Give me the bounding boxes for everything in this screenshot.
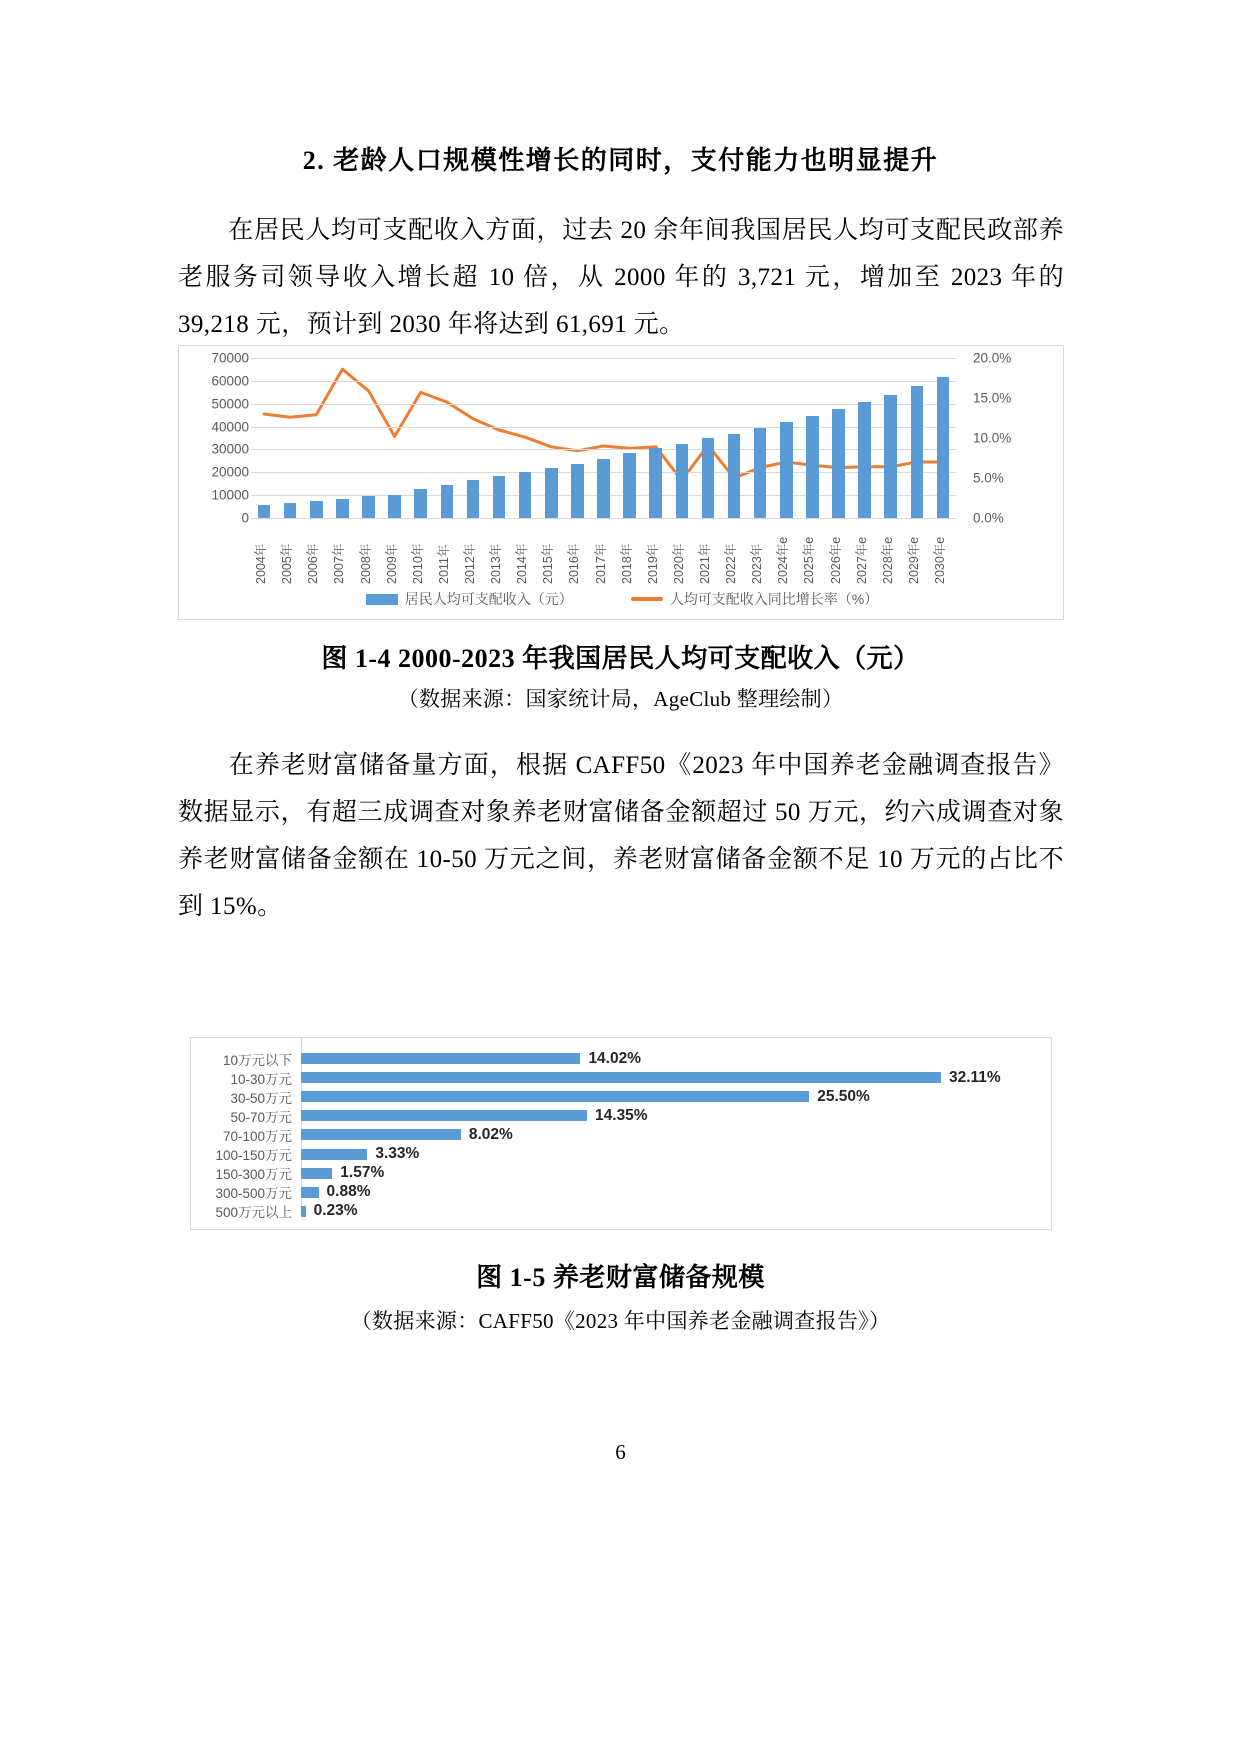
chart2-value-label: 3.33% [375, 1145, 420, 1163]
chart1-x-tick: 2017年 [593, 543, 608, 584]
chart1-x-tick: 2018年 [619, 543, 634, 584]
chart1-gridline [251, 358, 956, 359]
chart1-bar [911, 386, 924, 518]
chart2-row [191, 1164, 1053, 1183]
chart1-bar [467, 480, 480, 518]
chart1-bar [571, 464, 584, 518]
chart1-plot-area [251, 358, 956, 518]
chart1-x-tick: 2024年e [776, 536, 791, 584]
chart1-gridline [251, 404, 956, 405]
line-swatch-icon [631, 597, 663, 601]
chart1-bar [754, 428, 767, 518]
chart2-bar-wrap [301, 1049, 1053, 1068]
chart1-bar [597, 459, 610, 518]
section-heading: 2. 老龄人口规模性增长的同时，支付能力也明显提升 [302, 146, 939, 175]
chart1-legend-label-growth: 人均可支配收入同比增长率（%） [669, 591, 879, 607]
chart1-y-tick-left: 10000 [211, 487, 249, 503]
chart2-row [191, 1087, 1053, 1106]
chart1-bar [676, 444, 689, 518]
chart1-gridline [251, 381, 956, 382]
chart1-bar [702, 438, 715, 518]
chart2-bar-wrap [301, 1106, 1053, 1125]
chart1-bar [362, 496, 375, 518]
chart1-bar [493, 476, 506, 518]
chart2-row [191, 1125, 1053, 1144]
figure-1-4-source: （数据来源：国家统计局，AgeClub 整理绘制） [397, 687, 844, 711]
chart2-value-label: 25.50% [817, 1087, 870, 1105]
chart1-x-tick: 2008年 [358, 543, 373, 584]
chart1-y-tick-right: 20.0% [973, 350, 1012, 366]
chart1-x-tick: 2011年 [436, 544, 451, 584]
chart1-legend-item-income [366, 589, 573, 609]
chart1-gridline [251, 449, 956, 450]
chart1-x-tick: 2007年 [332, 543, 347, 584]
chart2-category-label: 150-300万元 [215, 1167, 292, 1183]
chart2-bar [301, 1149, 367, 1160]
chart1-y-tick-left: 50000 [211, 396, 249, 412]
chart1-y-tick-left: 70000 [211, 350, 249, 366]
chart2-bar [301, 1053, 580, 1064]
chart2-bar-wrap [301, 1164, 1053, 1183]
chart1-x-tick: 2009年 [384, 543, 399, 584]
chart1-x-axis [251, 522, 956, 584]
chart2-category-label: 30-50万元 [230, 1090, 292, 1106]
chart1-bar [858, 402, 871, 518]
chart1-bar [728, 434, 741, 518]
chart2-value-label: 32.11% [949, 1068, 1001, 1086]
figure-1-4-chart [178, 345, 1064, 620]
chart2-bar [301, 1072, 941, 1083]
chart1-x-tick: 2013年 [489, 543, 504, 584]
chart1-bar [519, 472, 532, 518]
chart2-bar [301, 1187, 319, 1198]
chart2-category-label: 100-150万元 [215, 1148, 292, 1164]
chart2-value-label: 0.88% [326, 1183, 371, 1201]
chart1-x-tick: 2004年 [254, 543, 269, 584]
chart1-bar [441, 485, 454, 518]
chart1-x-tick: 2019年 [645, 543, 660, 584]
chart1-bar [649, 448, 662, 518]
chart1-bar [258, 505, 271, 518]
paragraph-income-text: 在居民人均可支配收入方面，过去 20 余年间我国居民人均可支配民政部养老服务司领导收入增长超 10 倍，从 2000 年的 3,721 元，增加至 2023 年的 39,218 元，预计到 2030 年将达到 61,691 元。 [178, 217, 1064, 338]
chart2-value-label: 1.57% [340, 1164, 385, 1182]
chart2-category-label: 70-100万元 [222, 1129, 292, 1144]
chart1-bar [832, 409, 845, 518]
chart2-bar-wrap [301, 1145, 1053, 1164]
chart2-bar [301, 1110, 587, 1121]
chart2-value-label: 14.35% [595, 1106, 648, 1124]
chart1-x-tick: 2015年 [541, 543, 556, 584]
chart1-x-tick: 2020年 [671, 543, 686, 584]
chart1-x-tick: 2021年 [697, 543, 712, 584]
chart1-bar [780, 422, 793, 518]
chart1-y-tick-right: 15.0% [973, 390, 1012, 406]
chart1-y-axis-right [959, 350, 1049, 526]
chart2-category-label: 10万元以下 [222, 1052, 292, 1068]
chart1-legend [179, 589, 1065, 609]
chart2-bar-wrap [301, 1125, 1053, 1144]
chart2-category-label: 50-70万元 [230, 1109, 292, 1125]
chart2-value-label: 14.02% [588, 1049, 642, 1067]
chart1-bar [388, 495, 401, 518]
chart1-x-tick: 2023年 [750, 543, 765, 584]
chart1-x-tick: 2012年 [462, 543, 477, 584]
chart1-y-tick-right: 0.0% [973, 510, 1004, 526]
chart1-x-tick: 2005年 [280, 543, 295, 584]
chart2-row [191, 1106, 1053, 1125]
chart1-gridline [251, 427, 956, 428]
chart1-y-tick-left: 40000 [211, 419, 249, 435]
chart1-bar [414, 489, 427, 518]
chart2-row [191, 1145, 1053, 1164]
chart1-x-tick: 2010年 [410, 543, 425, 584]
chart2-bar-wrap [301, 1183, 1053, 1202]
chart1-y-tick-right: 5.0% [973, 470, 1004, 486]
bar-swatch-icon [366, 594, 398, 605]
chart2-row [191, 1183, 1053, 1202]
chart1-y-tick-left: 0 [241, 510, 249, 526]
chart2-bar [301, 1129, 461, 1140]
chart1-x-tick: 2030年e [932, 536, 947, 584]
chart2-row [191, 1049, 1053, 1068]
chart1-x-tick: 2022年 [724, 543, 739, 584]
chart1-legend-item-growth [631, 589, 878, 609]
chart1-bar [310, 501, 323, 518]
chart2-rows [191, 1049, 1053, 1221]
chart1-x-tick: 2006年 [306, 543, 321, 584]
chart1-x-tick: 2025年e [802, 536, 817, 584]
figure-1-5-title: 图 1-5 养老财富储备规模 [476, 1263, 765, 1292]
chart1-x-tick: 2016年 [567, 543, 582, 584]
chart1-y-axis-left [179, 350, 249, 526]
chart1-bar [284, 503, 297, 518]
chart1-x-tick: 2014年 [515, 543, 530, 584]
chart2-category-label: 500万元以上 [215, 1205, 292, 1221]
chart2-category-label: 300-500万元 [215, 1186, 292, 1202]
chart1-x-tick: 2027年e [854, 536, 869, 584]
chart1-x-tick: 2028年e [880, 536, 895, 584]
chart1-bar [884, 395, 897, 518]
page-number: 6 [615, 1440, 626, 1464]
chart2-row [191, 1068, 1053, 1087]
chart1-bar [336, 499, 349, 518]
chart2-bar-wrap [301, 1087, 1053, 1106]
chart2-category-label: 10-30万元 [230, 1071, 292, 1087]
chart2-bar [301, 1091, 809, 1102]
chart1-y-tick-right: 10.0% [973, 430, 1012, 446]
chart1-x-tick: 2029年e [906, 536, 921, 584]
chart1-x-tick: 2026年e [828, 536, 843, 584]
chart2-value-label: 0.23% [313, 1202, 358, 1220]
chart2-bar [301, 1168, 332, 1179]
chart1-gridline [251, 518, 956, 519]
chart2-bar-wrap [301, 1068, 1053, 1087]
figure-1-4-title: 图 1-4 2000-2023 年我国居民人均可支配收入（元） [321, 644, 920, 673]
paragraph-wealth [178, 742, 1064, 930]
chart1-y-tick-left: 60000 [211, 373, 249, 389]
chart1-bar [623, 453, 636, 518]
chart1-y-tick-left: 30000 [211, 441, 249, 457]
chart1-legend-label-income: 居民人均可支配收入（元） [404, 591, 573, 607]
chart1-bar [545, 468, 558, 518]
chart1-bar [806, 416, 819, 518]
paragraph-income [178, 207, 1064, 348]
chart1-bar [937, 377, 950, 518]
figure-1-5-source: （数据来源：CAFF50《2023 年中国养老金融调查报告》） [350, 1309, 891, 1333]
figure-1-5-chart [190, 1037, 1052, 1230]
chart2-value-label: 8.02% [468, 1125, 513, 1143]
paragraph-wealth-text: 在养老财富储备量方面，根据 CAFF50《2023 年中国养老金融调查报告》数据显示，有超三成调查对象养老财富储备金额超过 50 万元，约六成调查对象养老财富储备金额在 10-50 万元之间，养老财富储备金额不足 10 万元的占比不到 15%。 [178, 752, 1064, 920]
chart1-y-tick-left: 20000 [211, 464, 249, 480]
chart2-bar-wrap [301, 1202, 1053, 1221]
chart2-row [191, 1202, 1053, 1221]
